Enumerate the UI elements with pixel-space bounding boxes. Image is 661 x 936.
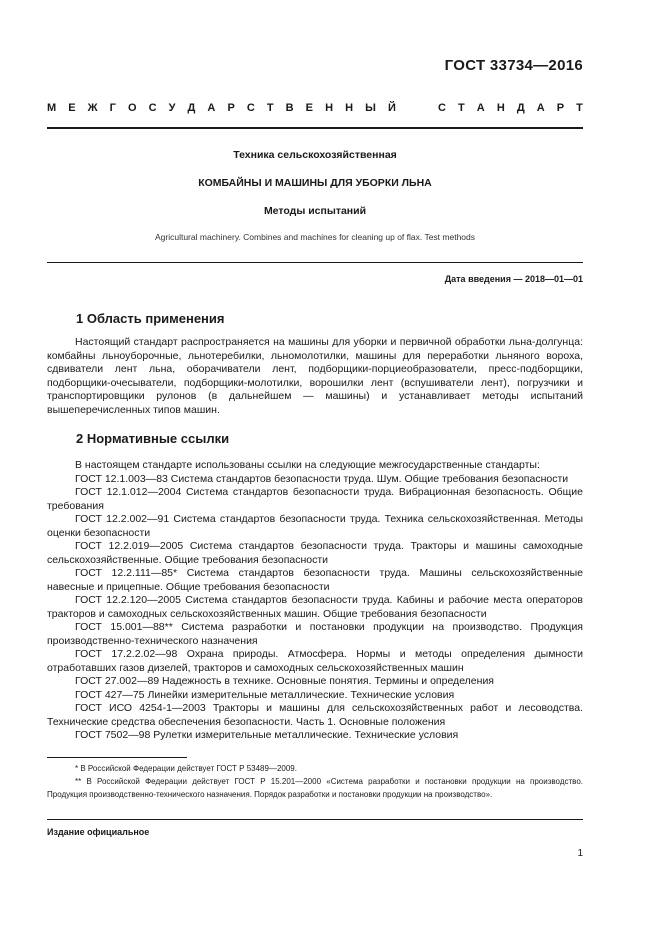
official-edition-label: Издание официальное (47, 827, 150, 837)
section-2-heading: 2 Нормативные ссылки (76, 431, 230, 446)
reference-item: ГОСТ 7502—98 Рулетки измерительные металлические. Технические условия (75, 729, 459, 741)
reference-item: ГОСТ 12.2.002—91 Система стандартов безопасности труда. Техника сельскохозяйственная. Методы оценки безопасности (47, 513, 583, 539)
banner-letter: Е (305, 102, 314, 114)
reference-item: ГОСТ 27.002—89 Надежность в технике. Основные понятия. Термины и определения (75, 675, 494, 687)
footer-divider (47, 819, 583, 820)
footnote-divider (47, 757, 187, 758)
banner-letter: Н (345, 102, 354, 114)
banner-word-gap (408, 102, 426, 114)
footnote-2: ** В Российской Федерации действует ГОСТ Р 15.201—2000 «Система разработки и постановки продукции на производство. Продукция производственно-технического назначения. Порядок разработки и постановки продукции на производство». (47, 777, 583, 799)
header-divider (47, 127, 583, 129)
reference-item: ГОСТ ИСО 4254-1—2003 Тракторы и машины для сельскохозяйственных работ и лесоводства. Технические средства обеспечения безопасности. Часть 1. Основные положения (47, 702, 583, 728)
banner-letter: А (536, 102, 545, 114)
title-divider (47, 262, 583, 263)
banner-letter: А (207, 102, 216, 114)
introduction-date: Дата введения — 2018—01—01 (444, 274, 583, 284)
reference-item: ГОСТ 15.001—88** Система разработки и постановки продукции на производство. Продукция производственно-технического назначения (47, 621, 583, 647)
banner-letter: Е (68, 102, 76, 114)
banner-letter: О (127, 102, 137, 114)
banner-letter: М (47, 102, 57, 114)
section-1-heading: 1 Область применения (76, 311, 225, 326)
reference-item: ГОСТ 12.2.019—2005 Система стандартов безопасности труда. Тракторы и машины самоходные сельскохозяйственные. Общие требования безопасности (47, 540, 583, 566)
footnotes (47, 762, 583, 801)
normative-references (47, 459, 583, 743)
banner-letter: Д (516, 102, 525, 114)
section-1-text: Настоящий стандарт распространяется на машины для уборки и первичной обработки льна-долгунца: комбайны льноуборочные, льнотеребилки, льномолотилки, машины для переработки льняного вороха, сдвиватели лент льна, оборачиватели лент, подборщики-порциеобразователи, пресс-подборщики, подборщики-очесыватели, подборщики-молотилки, ворошилки лент (вспушиватели лент), погрузчики и транспортировщики рулонов (в дальнейшем — машины) и устанавливает методы испытаний вышеперечисленных типов машин. (47, 336, 583, 416)
reference-item: В настоящем стандарте использованы ссылки на следующие межгосударственные стандарты: (75, 459, 540, 471)
banner-letter: Г (109, 102, 116, 114)
banner-letter: Т (266, 102, 274, 114)
banner-letter: Ж (87, 102, 98, 114)
banner-letter: С (246, 102, 255, 114)
banner-letter: Т (576, 102, 583, 114)
document-code: ГОСТ 33734—2016 (444, 57, 583, 74)
page-number: 1 (577, 848, 583, 859)
reference-item: ГОСТ 17.2.2.02—98 Охрана природы. Атмосфера. Нормы и методы определения дымности отработавших газов дизелей, тракторов и самоходных сельскохозяйственных машин (47, 648, 583, 674)
reference-item: ГОСТ 12.2.120—2005 Система стандартов безопасности труда. Кабины и рабочие места операторов тракторов и самоходных сельскохозяйственных машин. Общие требования безопасности (47, 594, 583, 620)
banner-letter: Й (387, 102, 396, 114)
document-title: КОМБАЙНЫ И МАШИНЫ ДЛЯ УБОРКИ ЛЬНА (198, 177, 432, 189)
banner-letter: Ы (365, 102, 376, 114)
banner-letter: У (168, 102, 176, 114)
banner-letter: Н (496, 102, 505, 114)
reference-item: ГОСТ 427—75 Линейки измерительные металлические. Технические условия (75, 688, 455, 701)
banner-letter: Д (187, 102, 196, 114)
banner-letter: Н (325, 102, 334, 114)
banner-letter: Т (458, 102, 465, 114)
banner-letter: А (476, 102, 485, 114)
banner-letter: С (437, 102, 446, 114)
banner-letter: С (148, 102, 157, 114)
english-title: Agricultural machinery. Combines and machines for cleaning up of flax. Test methods (154, 232, 475, 242)
standard-type-banner (47, 102, 583, 114)
banner-letter: Р (227, 102, 235, 114)
document-subtitle: Методы испытаний (263, 205, 367, 217)
subject-line: Техника сельскохозяйственная (233, 149, 397, 161)
reference-item: ГОСТ 12.2.111—85* Система стандартов безопасности труда. Машины сельскохозяйственные навесные и прицепные. Общие требования безопасности (47, 567, 583, 593)
footnote-1: * В Российской Федерации действует ГОСТ Р 53489—2009. (75, 764, 297, 773)
banner-letter: Р (556, 102, 565, 114)
reference-item: ГОСТ 12.1.003—83 Система стандартов безопасности труда. Шум. Общие требования безопасности (75, 472, 569, 485)
reference-item: ГОСТ 12.1.012—2004 Система стандартов безопасности труда. Вибрационная безопасность. Общие требования (47, 486, 583, 512)
banner-letter: В (285, 102, 294, 114)
